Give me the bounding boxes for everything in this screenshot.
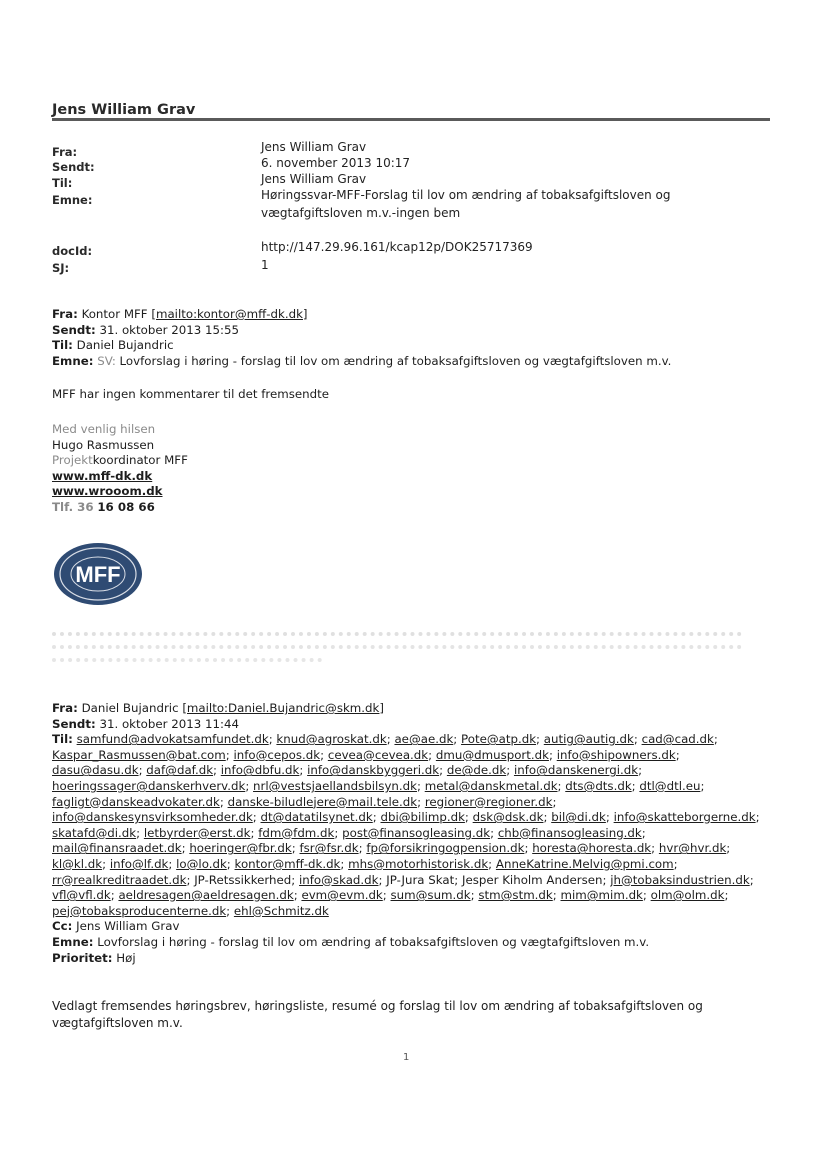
signature-title-prefix: Projekt	[52, 453, 93, 468]
recipient-address[interactable]: jh@tobaksindustrien.dk	[610, 872, 750, 887]
recipient-address[interactable]: cad@cad.dk	[641, 732, 714, 747]
recipient-address[interactable]: rr@realkreditraadet.dk	[52, 872, 187, 887]
recipient-address[interactable]: fsr@fsr.dk	[299, 841, 359, 856]
email2-recipient-list: samfund@advokatsamfundet.dk; knud@agroskat.dk; ae@ae.dk; Pote@atp.dk; autig@autig.dk; cad@cad.dk; Kaspar_Rasmussen@bat.com; info@cepos.dk; cevea@cevea.dk; dmu@dmusport.dk; info@shipowners.dk; dasu@dasu.dk; daf@daf.dk; info@dbfu.dk; info@danskbyggeri.dk; de@de.dk; info@danskenergi.dk; hoeringssager@danskerhverv.dk; nrl@vestsjaellandsbilsyn.dk; metal@danskmetal.dk; dts@dts.dk; dtl@dtl.eu; fagligt@danskeadvokater.dk; danske-biludlejere@mail.tele.dk; regioner@regioner.dk; info@danskesynsvirksomheder.dk; dt@datatilsynet.dk; dbi@bilimp.dk; dsk@dsk.dk; bil@di.dk; info@skatteborgerne.dk; skatafd@di.dk; letbyrder@erst.dk; fdm@fdm.dk; post@finansogleasing.dk; chb@finansogleasing.dk; mail@finansraadet.dk; hoeringer@fbr.dk; fsr@fsr.dk; fp@forsikringogpension.dk; horesta@horesta.dk; hvr@hvr.dk; kl@kl.dk; info@lf.dk; lo@lo.dk; kontor@mff-dk.dk; mhs@motorhistorisk.dk; AnneKatrine.Melvig@pmi.com; rr@realkreditraadet.dk; JP-Retssikkerhed; info@skad.dk; JP-Jura Skat; Jesper Kiholm Andersen; jh@tobaksindustrien.dk; vfl@vfl.dk; aeldresagen@aeldresagen.dk; evm@evm.dk; sum@sum.dk; stm@stm.dk; mim@mim.dk; olm@olm.dk; pej@tobaksproducenterne.dk; ehl@Schmitz.dk	[52, 732, 760, 918]
recipient-address[interactable]: mhs@motorhistorisk.dk	[348, 856, 489, 871]
recipient-address[interactable]: hoeringer@fbr.dk	[189, 841, 292, 856]
recipient-address[interactable]: info@skatteborgerne.dk	[613, 810, 756, 825]
recipient-address[interactable]: danske-biludlejere@mail.tele.dk	[227, 794, 418, 809]
mff-logo	[52, 541, 144, 611]
email1-body: MFF har ingen kommentarer til det fremsendte	[52, 387, 329, 401]
logo-text: MFF	[75, 562, 121, 587]
recipient-address[interactable]: dbi@bilimp.dk	[380, 810, 465, 825]
signature-phone: 16 08 66	[97, 499, 155, 514]
title-divider	[52, 118, 770, 121]
recipient-address[interactable]: olm@olm.dk	[650, 888, 725, 903]
recipient-address[interactable]: post@finansogleasing.dk	[342, 825, 491, 840]
meta-label-sj: SJ:	[52, 261, 70, 275]
mff-logo-icon	[52, 541, 144, 607]
recipient-address[interactable]: letbyrder@erst.dk	[143, 825, 251, 840]
recipient-address[interactable]: pej@tobaksproducenterne.dk	[52, 903, 227, 918]
signature-title-rest: koordinator MFF	[92, 453, 188, 468]
recipient-address[interactable]: fdm@fdm.dk	[258, 825, 335, 840]
email2-priority-value: Høj	[116, 950, 136, 965]
email1-subject-label: Emne:	[52, 353, 94, 368]
disclaimer-line-2	[52, 645, 742, 652]
meta-label-to: Til:	[52, 176, 73, 190]
recipient-address: JP-Jura Skat	[386, 872, 455, 887]
recipient-address[interactable]: ehl@Schmitz.dk	[233, 903, 329, 918]
meta-value-to: Jens William Grav	[261, 172, 367, 186]
recipient-address[interactable]: info@skad.dk	[299, 872, 379, 887]
recipient-address[interactable]: dt@datatilsynet.dk	[260, 810, 373, 825]
signature-link-mff[interactable]: www.mff-dk.dk	[52, 468, 153, 483]
email1-from-label: Fra:	[52, 307, 78, 321]
recipient-address[interactable]: skatafd@di.dk	[52, 825, 137, 840]
recipient-address[interactable]: sum@sum.dk	[390, 888, 471, 903]
meta-value-from: Jens William Grav	[261, 140, 367, 154]
email2-cc-label: Cc:	[52, 919, 73, 934]
recipient-address[interactable]: info@danskbyggeri.dk	[307, 763, 440, 778]
recipient-address[interactable]: fagligt@danskeadvokater.dk	[52, 794, 220, 809]
recipient-address[interactable]: mim@mim.dk	[560, 888, 643, 903]
recipient-address[interactable]: dsk@dsk.dk	[472, 810, 544, 825]
recipient-address[interactable]: de@de.dk	[446, 763, 507, 778]
email2-from-value: Daniel Bujandric	[81, 701, 179, 715]
recipient-address[interactable]: AnneKatrine.Melvig@pmi.com	[495, 856, 674, 871]
email2-from-mailto[interactable]: [mailto:Daniel.Bujandric@skm.dk]	[182, 701, 384, 715]
signature-greeting: Med venlig hilsen	[52, 422, 156, 436]
meta-value-subject: Høringssvar-MFF-Forslag til lov om ændring af tobaksafgiftsloven og vægtafgiftsloven m.v.-ingen bem	[261, 188, 671, 220]
recipient-address[interactable]: info@danskenergi.dk	[513, 763, 639, 778]
email1-from-mailto[interactable]: [mailto:kontor@mff-dk.dk]	[151, 307, 308, 321]
signature-name: Hugo Rasmussen	[52, 437, 155, 452]
email2-to-label: Til:	[52, 732, 73, 747]
signature-link-wrooom[interactable]: www.wrooom.dk	[52, 484, 163, 499]
recipient-address[interactable]: dts@dts.dk	[565, 778, 632, 793]
email2-sent-value: 31. oktober 2013 11:44	[99, 716, 239, 731]
email1-subject-prefix: SV:	[97, 353, 116, 368]
meta-value-sent: 6. november 2013 10:17	[261, 156, 411, 170]
recipient-address[interactable]: kontor@mff-dk.dk	[234, 856, 341, 871]
recipient-address[interactable]: fp@forsikringogpension.dk	[366, 841, 525, 856]
document-title: Jens William Grav	[52, 102, 196, 118]
meta-label-docid: docId:	[52, 244, 93, 258]
email1-to-label: Til:	[52, 338, 73, 353]
recipient-address[interactable]: info@lf.dk	[109, 856, 169, 871]
email2-from-label: Fra:	[52, 701, 78, 715]
recipient-address[interactable]: cevea@cevea.dk	[327, 747, 429, 762]
signature-title	[52, 453, 772, 469]
meta-label-sent: Sendt:	[52, 160, 95, 174]
disclaimer-line-1	[52, 632, 742, 639]
recipient-address[interactable]: vfl@vfl.dk	[52, 888, 111, 903]
recipient-address[interactable]: stm@stm.dk	[478, 888, 553, 903]
recipient-address[interactable]: info@shipowners.dk	[556, 747, 676, 762]
recipient-address[interactable]: horesta@horesta.dk	[532, 841, 652, 856]
meta-value-docid: http://147.29.96.161/kcap12p/DOK25717369	[261, 240, 533, 254]
recipient-address[interactable]: aeldresagen@aeldresagen.dk	[118, 888, 294, 903]
recipient-address: Jesper Kiholm Andersen	[461, 872, 603, 887]
email2-subject-value: Lovforslag i høring - forslag til lov om ændring af tobaksafgiftsloven og vægtafgiftsloven m.v.	[97, 934, 650, 949]
recipient-address[interactable]: bil@di.dk	[551, 810, 606, 825]
recipient-address[interactable]: metal@danskmetal.dk	[424, 778, 558, 793]
email1-signature	[52, 422, 772, 516]
email1-sent-value: 31. oktober 2013 15:55	[99, 322, 239, 337]
signature-phone-prefix: Tlf. 36	[52, 499, 94, 514]
disclaimer-line-3	[52, 658, 322, 665]
recipient-address[interactable]: hoeringssager@danskerhverv.dk	[52, 778, 246, 793]
recipient-address[interactable]: nrl@vestsjaellandsbilsyn.dk	[253, 778, 417, 793]
email1-from-value: Kontor MFF	[81, 307, 148, 321]
email1-header	[52, 307, 772, 369]
email1-to-value: Daniel Bujandric	[76, 338, 174, 353]
recipient-address[interactable]: dmu@dmusport.dk	[435, 747, 549, 762]
recipient-address[interactable]: autig@autig.dk	[543, 732, 634, 747]
recipient-address[interactable]: dasu@dasu.dk	[52, 763, 139, 778]
recipient-address[interactable]: chb@finansogleasing.dk	[497, 825, 642, 840]
email1-subject-value: Lovforslag i høring - forslag til lov om ændring af tobaksafgiftsloven og vægtafgiftsloven m.v.	[119, 353, 672, 368]
recipient-address[interactable]: samfund@advokatsamfundet.dk	[76, 732, 269, 747]
meta-label-from: Fra:	[52, 145, 78, 159]
faint-disclaimer	[52, 630, 742, 667]
recipient-address[interactable]: mail@finansraadet.dk	[52, 841, 182, 856]
email2-subject-label: Emne:	[52, 934, 94, 949]
recipient-address[interactable]: regioner@regioner.dk	[424, 794, 553, 809]
recipient-address[interactable]: lo@lo.dk	[176, 856, 227, 871]
recipient-address[interactable]: hvr@hvr.dk	[658, 841, 727, 856]
recipient-address[interactable]: Kaspar_Rasmussen@bat.com	[52, 747, 226, 762]
recipient-address[interactable]: ae@ae.dk	[394, 732, 454, 747]
recipient-address[interactable]: info@cepos.dk	[233, 747, 321, 762]
recipient-address[interactable]: knud@agroskat.dk	[276, 732, 387, 747]
meta-value-sj: 1	[261, 258, 269, 272]
meta-label-subject: Emne:	[52, 193, 93, 207]
email2-priority-label: Prioritet:	[52, 950, 113, 965]
recipient-address[interactable]: daf@daf.dk	[146, 763, 214, 778]
recipient-address[interactable]: info@danskesynsvirksomheder.dk	[52, 810, 253, 825]
recipient-address[interactable]: Pote@atp.dk	[461, 732, 537, 747]
recipient-address[interactable]: evm@evm.dk	[301, 888, 383, 903]
recipient-address[interactable]: dtl@dtl.eu	[639, 778, 701, 793]
email2-header	[52, 701, 772, 966]
email2-cc-value: Jens William Grav	[76, 919, 180, 934]
recipient-address: JP-Retssikkerhed	[194, 872, 292, 887]
email2-body: Vedlagt fremsendes høringsbrev, høringsliste, resumé og forslag til lov om ændring af tobaksafgiftsloven og vægtafgiftsloven m.v.	[52, 999, 703, 1030]
email1-sent-label: Sendt:	[52, 322, 96, 337]
page-number: 1	[403, 1052, 410, 1063]
recipient-address[interactable]: info@dbfu.dk	[220, 763, 300, 778]
email2-sent-label: Sendt:	[52, 716, 96, 731]
recipient-address[interactable]: kl@kl.dk	[52, 856, 103, 871]
